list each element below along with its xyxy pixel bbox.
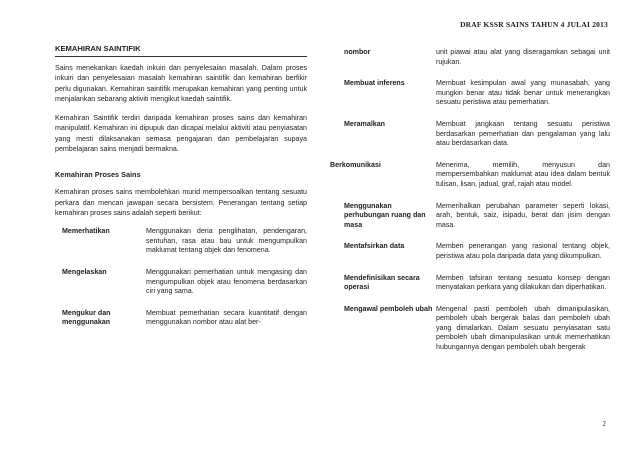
table-row [330, 161, 610, 202]
skill-description: unit piawai atau alat yang diseragamkan sebagai unit rujukan. [436, 48, 610, 66]
table-row [55, 268, 307, 309]
paragraph-process-skills: Kemahiran proses sains membolehkan murid mempersoalkan tentang sesuatu perkara dan mencari jawapan secara bersistem. Penerangan tentang setiap kemahiran proses sains adalah seperti berikut: [55, 188, 307, 217]
table-row [330, 274, 610, 305]
skill-description: Memberi penerangan yang rasional tentang objek, peristiwa atau pola daripada data yang dikumpulkan. [436, 242, 610, 260]
skill-description: Mengenal pasti pemboleh ubah dimanipulasikan, pemboleh ubah bergerak balas dan pemboleh ubah yang dimalarkan. Dalam sesuatu penyiasatan satu pemboleh ubah dimanipulasikan untuk memerhatikan hubungannya dengan pemboleh ubah bergerak [436, 304, 610, 352]
skill-term: Meramalkan [344, 119, 386, 128]
table-row [330, 48, 610, 79]
skill-description: Menggunakan deria penglihatan, pendengaran, sentuhan, rasa atau bau untuk mengumpulkan maklumat tentang objek dan fenomena. [146, 227, 307, 255]
skill-term: Mengukur dan menggunakan [62, 308, 111, 327]
skill-term: Menggunakan perhubungan ruang dan masa [344, 201, 426, 229]
page-header: DRAF KSSR SAINS TAHUN 4 JULAI 2013 [460, 20, 608, 29]
skill-description: Membuat pemerhatian secara kuantitatif dengan menggunakan nombor atau alat ber- [146, 308, 307, 327]
table-row [55, 227, 307, 268]
left-column [55, 44, 307, 340]
table-row [330, 242, 610, 273]
right-column [330, 48, 610, 365]
skill-description: Membuat jangkaan tentang sesuatu peristiwa berdasarkan pemerhatian dan pengalaman yang lalu atau berdasarkan data. [436, 119, 610, 148]
skill-term: Memerhatikan [62, 227, 110, 236]
skill-description: Menggunakan pemerhatian untuk mengasing dan mengumpulkan objek atau fenomena berdasarkan ciri yang sama. [146, 268, 307, 296]
paragraph-intro: Sains menekankan kaedah inkuiri dan penyelesaian masalah. Dalam proses inkuiri dan penyelesaian masalah kemahiran saintifik dan kemahiran berfikir perlu digunakan. Kemahiran saintifik merupakan kemahiran yang penting untuk menjalankan sebarang aktiviti mengikut kaedah saintifik. [55, 64, 307, 103]
left-skills-table [55, 227, 307, 340]
right-skills-table [330, 48, 610, 365]
table-row [330, 202, 610, 243]
section-title: KEMAHIRAN SAINTIFIK [55, 44, 307, 57]
skill-term: nombor [344, 48, 371, 56]
paragraph-scientific-skills: Kemahiran Saintifik terdiri daripada kemahiran proses sains dan kemahiran manipulatif. Kemahiran ini dipupuk dan dicapai melalui aktiviti atau penyiasatan yang mesti dilaksanakan semasa pengajaran dan pembelajaran supaya pembelajaran sains menjadi bermakna. [55, 114, 307, 154]
table-row [330, 120, 610, 161]
table-row [330, 305, 610, 365]
skill-term: Mengawal pemboleh ubah [344, 304, 433, 313]
skill-term: Berkomunikasi [330, 160, 381, 169]
skill-term: Mentafsirkan data [344, 242, 405, 251]
skill-description: Memerihalkan perubahan parameter seperti lokasi, arah, bentuk, saiz, isipadu, berat dan jisim dengan masa. [436, 201, 610, 229]
skill-description: Memberi tafsiran tentang sesuatu konsep dengan menyatakan perkara yang dilakukan dan diperhatikan. [436, 273, 610, 292]
skill-term: Mendefinisikan secara operasi [344, 273, 420, 292]
skill-term: Mengelaskan [62, 268, 107, 277]
skill-description: Membuat kesimpulan awal yang munasabah, yang mungkin benar atau tidak benar untuk menerangkan sesuatu peristiwa atau pemerhatian. [436, 79, 610, 107]
table-row [330, 79, 610, 120]
skill-description: Menerima, memilih, menyusun dan mempersembahkan maklumat atau idea dalam bentuk tulisan, lisan, jadual, graf, rajah atau model. [436, 160, 610, 188]
table-row [55, 309, 307, 340]
subsection-title: Kemahiran Proses Sains [55, 170, 141, 180]
skill-term: Membuat inferens [344, 79, 405, 88]
page-number: 2 [602, 420, 606, 428]
